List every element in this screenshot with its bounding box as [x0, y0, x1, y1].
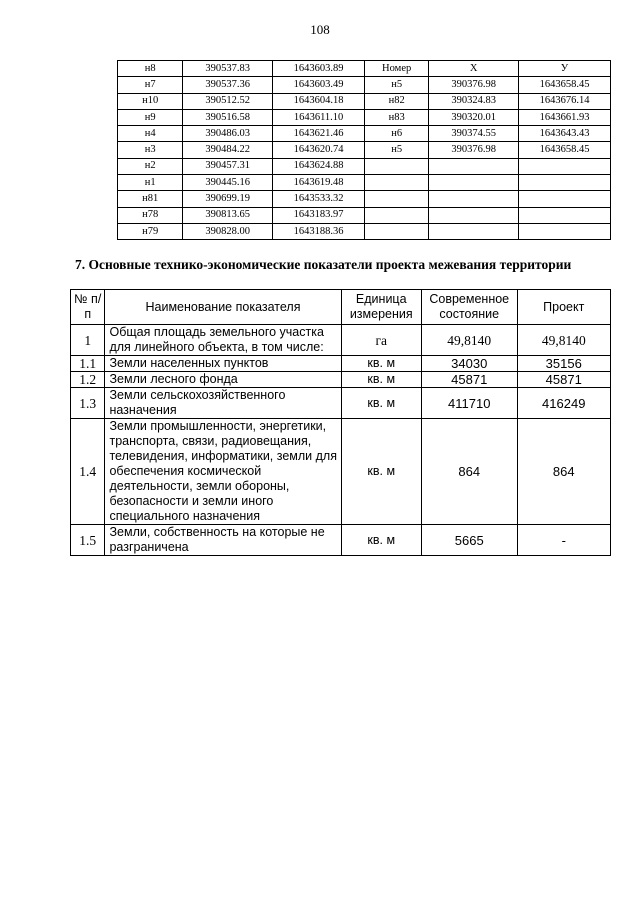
point-x: 390537.83 — [183, 61, 273, 77]
indicator-unit: кв. м — [341, 388, 421, 419]
point-y: 1643676.14 — [519, 93, 611, 109]
header-num: № п/п — [71, 290, 105, 325]
coords-row — [118, 77, 611, 93]
coords-row — [118, 126, 611, 142]
empty-cell — [519, 191, 611, 207]
indicator-project: - — [517, 525, 611, 556]
header-number: Номер — [365, 61, 429, 77]
indicator-current: 864 — [421, 419, 517, 525]
indicator-unit: кв. м — [341, 525, 421, 556]
point-number: н8 — [118, 61, 183, 77]
point-y: 1643603.49 — [273, 77, 365, 93]
indicator-row — [71, 525, 611, 556]
indicator-num: 1.2 — [71, 372, 105, 388]
empty-cell — [429, 207, 519, 223]
empty-cell — [519, 158, 611, 174]
section-title: 7. Основные технико-экономические показатели проекта межевания территории — [75, 257, 572, 272]
point-number: н5 — [365, 77, 429, 93]
point-x: 390374.55 — [429, 126, 519, 142]
indicator-name: Земли населенных пунктов — [105, 356, 341, 372]
point-x: 390828.00 — [183, 223, 273, 239]
indicator-num: 1.4 — [71, 419, 105, 525]
coords-row — [118, 175, 611, 191]
indicator-name: Земли, собственность на которые не разграничена — [105, 525, 341, 556]
indicator-row — [71, 388, 611, 419]
point-x: 390486.03 — [183, 126, 273, 142]
point-x: 390484.22 — [183, 142, 273, 158]
point-x: 390376.98 — [429, 142, 519, 158]
indicator-name: Земли лесного фонда — [105, 372, 341, 388]
coords-row — [118, 223, 611, 239]
point-number: н81 — [118, 191, 183, 207]
coords-row — [118, 158, 611, 174]
point-number: н5 — [365, 142, 429, 158]
point-x: 390516.58 — [183, 109, 273, 125]
point-x: 390699.19 — [183, 191, 273, 207]
indicator-row — [71, 419, 611, 525]
header-current: Современное состояние — [421, 290, 517, 325]
point-y: 1643183.97 — [273, 207, 365, 223]
coords-row — [118, 93, 611, 109]
indicator-project: 416249 — [517, 388, 611, 419]
point-number: н10 — [118, 93, 183, 109]
point-y: 1643603.89 — [273, 61, 365, 77]
indicator-current: 45871 — [421, 372, 517, 388]
point-x: 390445.16 — [183, 175, 273, 191]
point-number: н79 — [118, 223, 183, 239]
indicator-row — [71, 372, 611, 388]
empty-cell — [429, 191, 519, 207]
indicator-unit: кв. м — [341, 356, 421, 372]
indicator-unit: кв. м — [341, 419, 421, 525]
coords-row — [118, 191, 611, 207]
header-project: Проект — [517, 290, 611, 325]
indicators-header-row — [71, 290, 611, 325]
point-x: 390324.83 — [429, 93, 519, 109]
point-y: 1643658.45 — [519, 142, 611, 158]
point-x: 390537.36 — [183, 77, 273, 93]
indicator-current: 411710 — [421, 388, 517, 419]
point-number: н3 — [118, 142, 183, 158]
point-number: н2 — [118, 158, 183, 174]
point-x: 390457.31 — [183, 158, 273, 174]
point-number: н83 — [365, 109, 429, 125]
point-y: 1643658.45 — [519, 77, 611, 93]
indicator-project: 45871 — [517, 372, 611, 388]
point-x: 390376.98 — [429, 77, 519, 93]
indicator-num: 1.1 — [71, 356, 105, 372]
empty-cell — [519, 207, 611, 223]
point-y: 1643604.18 — [273, 93, 365, 109]
point-x: 390813.65 — [183, 207, 273, 223]
point-number: н6 — [365, 126, 429, 142]
point-y: 1643661.93 — [519, 109, 611, 125]
header-y: У — [519, 61, 611, 77]
header-name: Наименование показателя — [105, 290, 341, 325]
point-x: 390320.01 — [429, 109, 519, 125]
indicator-project: 49,8140 — [517, 325, 611, 356]
point-y: 1643624.88 — [273, 158, 365, 174]
coordinates-table — [117, 60, 611, 240]
point-number: н1 — [118, 175, 183, 191]
indicator-num: 1.5 — [71, 525, 105, 556]
empty-cell — [429, 223, 519, 239]
empty-cell — [365, 207, 429, 223]
point-number: н4 — [118, 126, 183, 142]
point-y: 1643611.10 — [273, 109, 365, 125]
point-number: н82 — [365, 93, 429, 109]
indicators-table — [70, 289, 611, 556]
indicator-name: Общая площадь земельного участка для линейного объекта, в том числе: — [105, 325, 341, 356]
empty-cell — [519, 175, 611, 191]
header-x: X — [429, 61, 519, 77]
empty-cell — [365, 175, 429, 191]
coords-row — [118, 207, 611, 223]
indicator-current: 34030 — [421, 356, 517, 372]
indicator-current: 49,8140 — [421, 325, 517, 356]
indicator-unit: кв. м — [341, 372, 421, 388]
point-number: н7 — [118, 77, 183, 93]
indicator-row — [71, 325, 611, 356]
indicator-current: 5665 — [421, 525, 517, 556]
point-y: 1643619.48 — [273, 175, 365, 191]
empty-cell — [519, 223, 611, 239]
point-y: 1643620.74 — [273, 142, 365, 158]
indicator-num: 1.3 — [71, 388, 105, 419]
empty-cell — [365, 223, 429, 239]
page-number: 108 — [310, 22, 330, 37]
coords-row — [118, 109, 611, 125]
point-number: н9 — [118, 109, 183, 125]
empty-cell — [429, 175, 519, 191]
point-y: 1643621.46 — [273, 126, 365, 142]
indicator-project: 864 — [517, 419, 611, 525]
indicator-project: 35156 — [517, 356, 611, 372]
point-y: 1643533.32 — [273, 191, 365, 207]
point-number: н78 — [118, 207, 183, 223]
point-y: 1643188.36 — [273, 223, 365, 239]
indicator-num: 1 — [71, 325, 105, 356]
coords-row — [118, 61, 611, 77]
empty-cell — [429, 158, 519, 174]
empty-cell — [365, 191, 429, 207]
indicator-row — [71, 356, 611, 372]
point-x: 390512.52 — [183, 93, 273, 109]
indicator-name: Земли сельскохозяйственного назначения — [105, 388, 341, 419]
header-unit: Единица измерения — [341, 290, 421, 325]
indicator-unit: га — [341, 325, 421, 356]
point-y: 1643643.43 — [519, 126, 611, 142]
empty-cell — [365, 158, 429, 174]
indicator-name: Земли промышленности, энергетики, транспорта, связи, радиовещания, телевидения, информатики, земли для обеспечения космической деятельности, земли обороны, безопасности и земли иного специального назначения — [105, 419, 341, 525]
coords-row — [118, 142, 611, 158]
